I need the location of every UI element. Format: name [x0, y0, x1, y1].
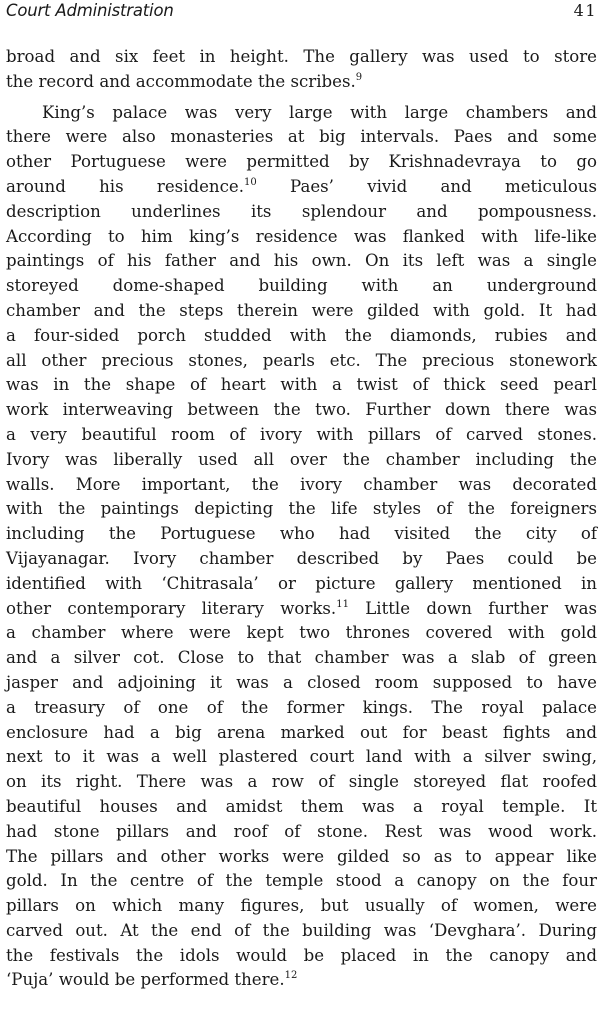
text-line: enclosure had a big arena marked out for beast fights and — [6, 722, 597, 742]
text-line: a treasury of one of the former kings. The royal palace — [6, 697, 597, 717]
text-line: around his residence.$^{10}$ Paes’ vivid and meticulous — [6, 176, 598, 196]
footnote-ref[interactable]: 12 — [284, 970, 298, 982]
text-line: all other precious stones, pearls etc. The precious stonework — [6, 350, 597, 370]
text-line: jasper and adjoining it was a closed room supposed to have — [6, 672, 597, 692]
text-line: carved out. At the end of the building was ‘Devghara’. During — [6, 920, 597, 940]
text-line: broad and six feet in height. The gallery was used to store — [6, 47, 597, 66]
text-line: was in the shape of heart with a twist of thick seed pearl — [6, 375, 597, 395]
text-line: paintings of his father and his own. On its left was a single — [6, 251, 597, 271]
text-line: description underlines its splendour and pompousness. — [6, 201, 597, 221]
text-line: the record and accommodate the scribes.$^9$ — [6, 71, 363, 91]
text-line: identified with ‘Chitrasala’ or picture gallery mentioned in — [6, 573, 597, 593]
text-line: including the Portuguese who had visited the city of — [6, 524, 597, 544]
text-line: Ivory was liberally used all over the chamber including the — [6, 449, 597, 469]
text-line: with the paintings depicting the life styles of the foreigners — [6, 499, 597, 519]
running-head — [6, 0, 597, 24]
text-line: pillars on which many figures, but usually of women, were — [6, 896, 597, 916]
text-line: According to him king’s residence was flanked with life-like — [6, 226, 597, 246]
footnote-ref[interactable]: 9 — [355, 71, 363, 83]
body-text — [6, 45, 597, 993]
text-line: the festivals the idols would be placed in the canopy and — [6, 945, 597, 965]
text-line: The pillars and other works were gilded so as to appear like — [6, 846, 597, 866]
text-line: storeyed dome-shaped building with an underground — [6, 276, 597, 296]
text-line: on its right. There was a row of single storeyed flat roofed — [6, 772, 597, 792]
footnote-ref[interactable]: 11 — [336, 598, 349, 610]
text-line: Vijayanagar. Ivory chamber described by Paes could be — [6, 548, 597, 568]
text-line: chamber and the steps therein were gilded with gold. It had — [6, 300, 597, 320]
text-line: a chamber where were kept two thrones covered with gold — [6, 623, 597, 643]
text-line: next to it was a well plastered court land with a silver swing, — [6, 747, 597, 767]
text-line: and a silver cot. Close to that chamber was a slab of green — [6, 648, 597, 668]
running-head-title: Court Administration — [6, 1, 174, 20]
text-line: other contemporary literary works.$^{11}$ Little down further was — [6, 598, 597, 618]
paragraph-1 — [6, 45, 597, 95]
text-line: other Portuguese were permitted by Krishnadevraya to go — [6, 152, 597, 172]
footnote-ref[interactable]: 10 — [244, 176, 257, 188]
text-line: work interweaving between the two. Further down there was — [6, 400, 597, 420]
text-line: a very beautiful room of ivory with pillars of carved stones. — [6, 424, 597, 444]
text-line: had stone pillars and roof of stone. Rest was wood work. — [6, 821, 597, 841]
text-line: ‘Puja’ would be performed there.$^{12}$ — [6, 970, 298, 990]
text-line: King’s palace was very large with large chambers and — [42, 102, 597, 122]
paragraph-2 — [6, 101, 597, 994]
text-line: walls. More important, the ivory chamber was decorated — [6, 474, 597, 494]
text-line: beautiful houses and amidst them was a royal temple. It — [6, 796, 597, 816]
page-number: 41 — [573, 1, 597, 20]
text-line: there were also monasteries at big intervals. Paes and some — [6, 127, 597, 147]
text-line: a four-sided porch studded with the diamonds, rubies and — [6, 325, 597, 345]
text-line: gold. In the centre of the temple stood a canopy on the four — [6, 871, 597, 891]
